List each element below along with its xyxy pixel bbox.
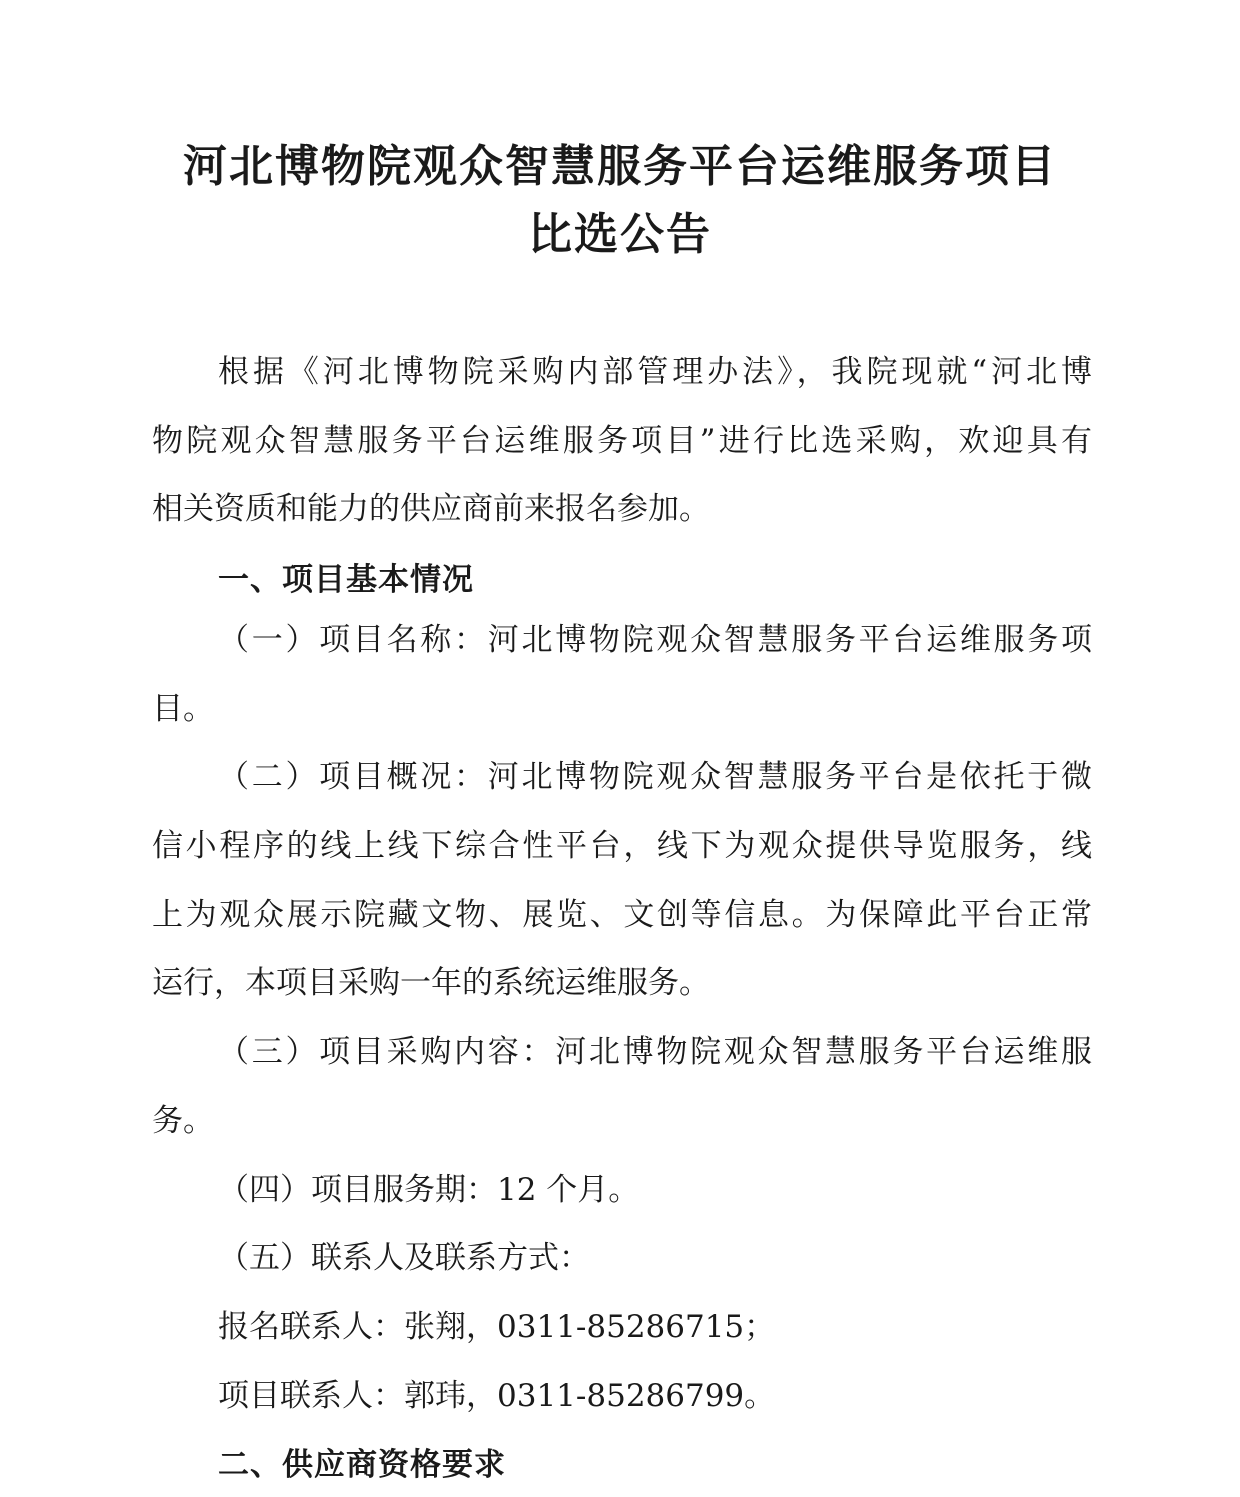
item-project-overview-line-2: 信小程序的线上线下综合性平台，线下为观众提供导览服务，线 [152, 828, 1092, 864]
section-heading-supplier-qualifications: 二、供应商资格要求 [218, 1447, 506, 1483]
intro-paragraph-line-3: 相关资质和能力的供应商前来报名参加。 [152, 491, 710, 527]
section-heading-basic-info: 一、项目基本情况 [218, 562, 474, 598]
item-contacts-heading: （五）联系人及联系方式： [218, 1240, 590, 1276]
item-project-name-line-2: 目。 [152, 691, 214, 727]
item-project-overview-line-1: （二）项目概况：河北博物院观众智慧服务平台是依托于微 [218, 759, 1092, 795]
item-procurement-content-line-2: 务。 [152, 1103, 214, 1139]
item-project-name-line-1: （一）项目名称：河北博物院观众智慧服务平台运维服务项 [218, 622, 1092, 658]
item-project-overview-line-4: 运行，本项目采购一年的系统运维服务。 [152, 965, 710, 1001]
item-project-overview-line-3: 上为观众展示院藏文物、展览、文创等信息。为保障此平台正常 [152, 897, 1092, 933]
intro-paragraph-line-1: 根据《河北博物院采购内部管理办法》，我院现就“河北博 [218, 354, 1092, 390]
contact-project: 项目联系人：郭玮，0311-85286799。 [218, 1378, 776, 1414]
intro-paragraph-line-2: 物院观众智慧服务平台运维服务项目”进行比选采购，欢迎具有 [152, 423, 1092, 459]
document-title-line-2: 比选公告 [528, 209, 712, 260]
contact-registration: 报名联系人：张翔，0311-85286715； [218, 1309, 776, 1345]
item-procurement-content-line-1: （三）项目采购内容：河北博物院观众智慧服务平台运维服 [218, 1034, 1092, 1070]
item-service-period: （四）项目服务期：12 个月。 [218, 1172, 640, 1208]
document-title-line-1: 河北博物院观众智慧服务平台运维服务项目 [183, 141, 1057, 192]
